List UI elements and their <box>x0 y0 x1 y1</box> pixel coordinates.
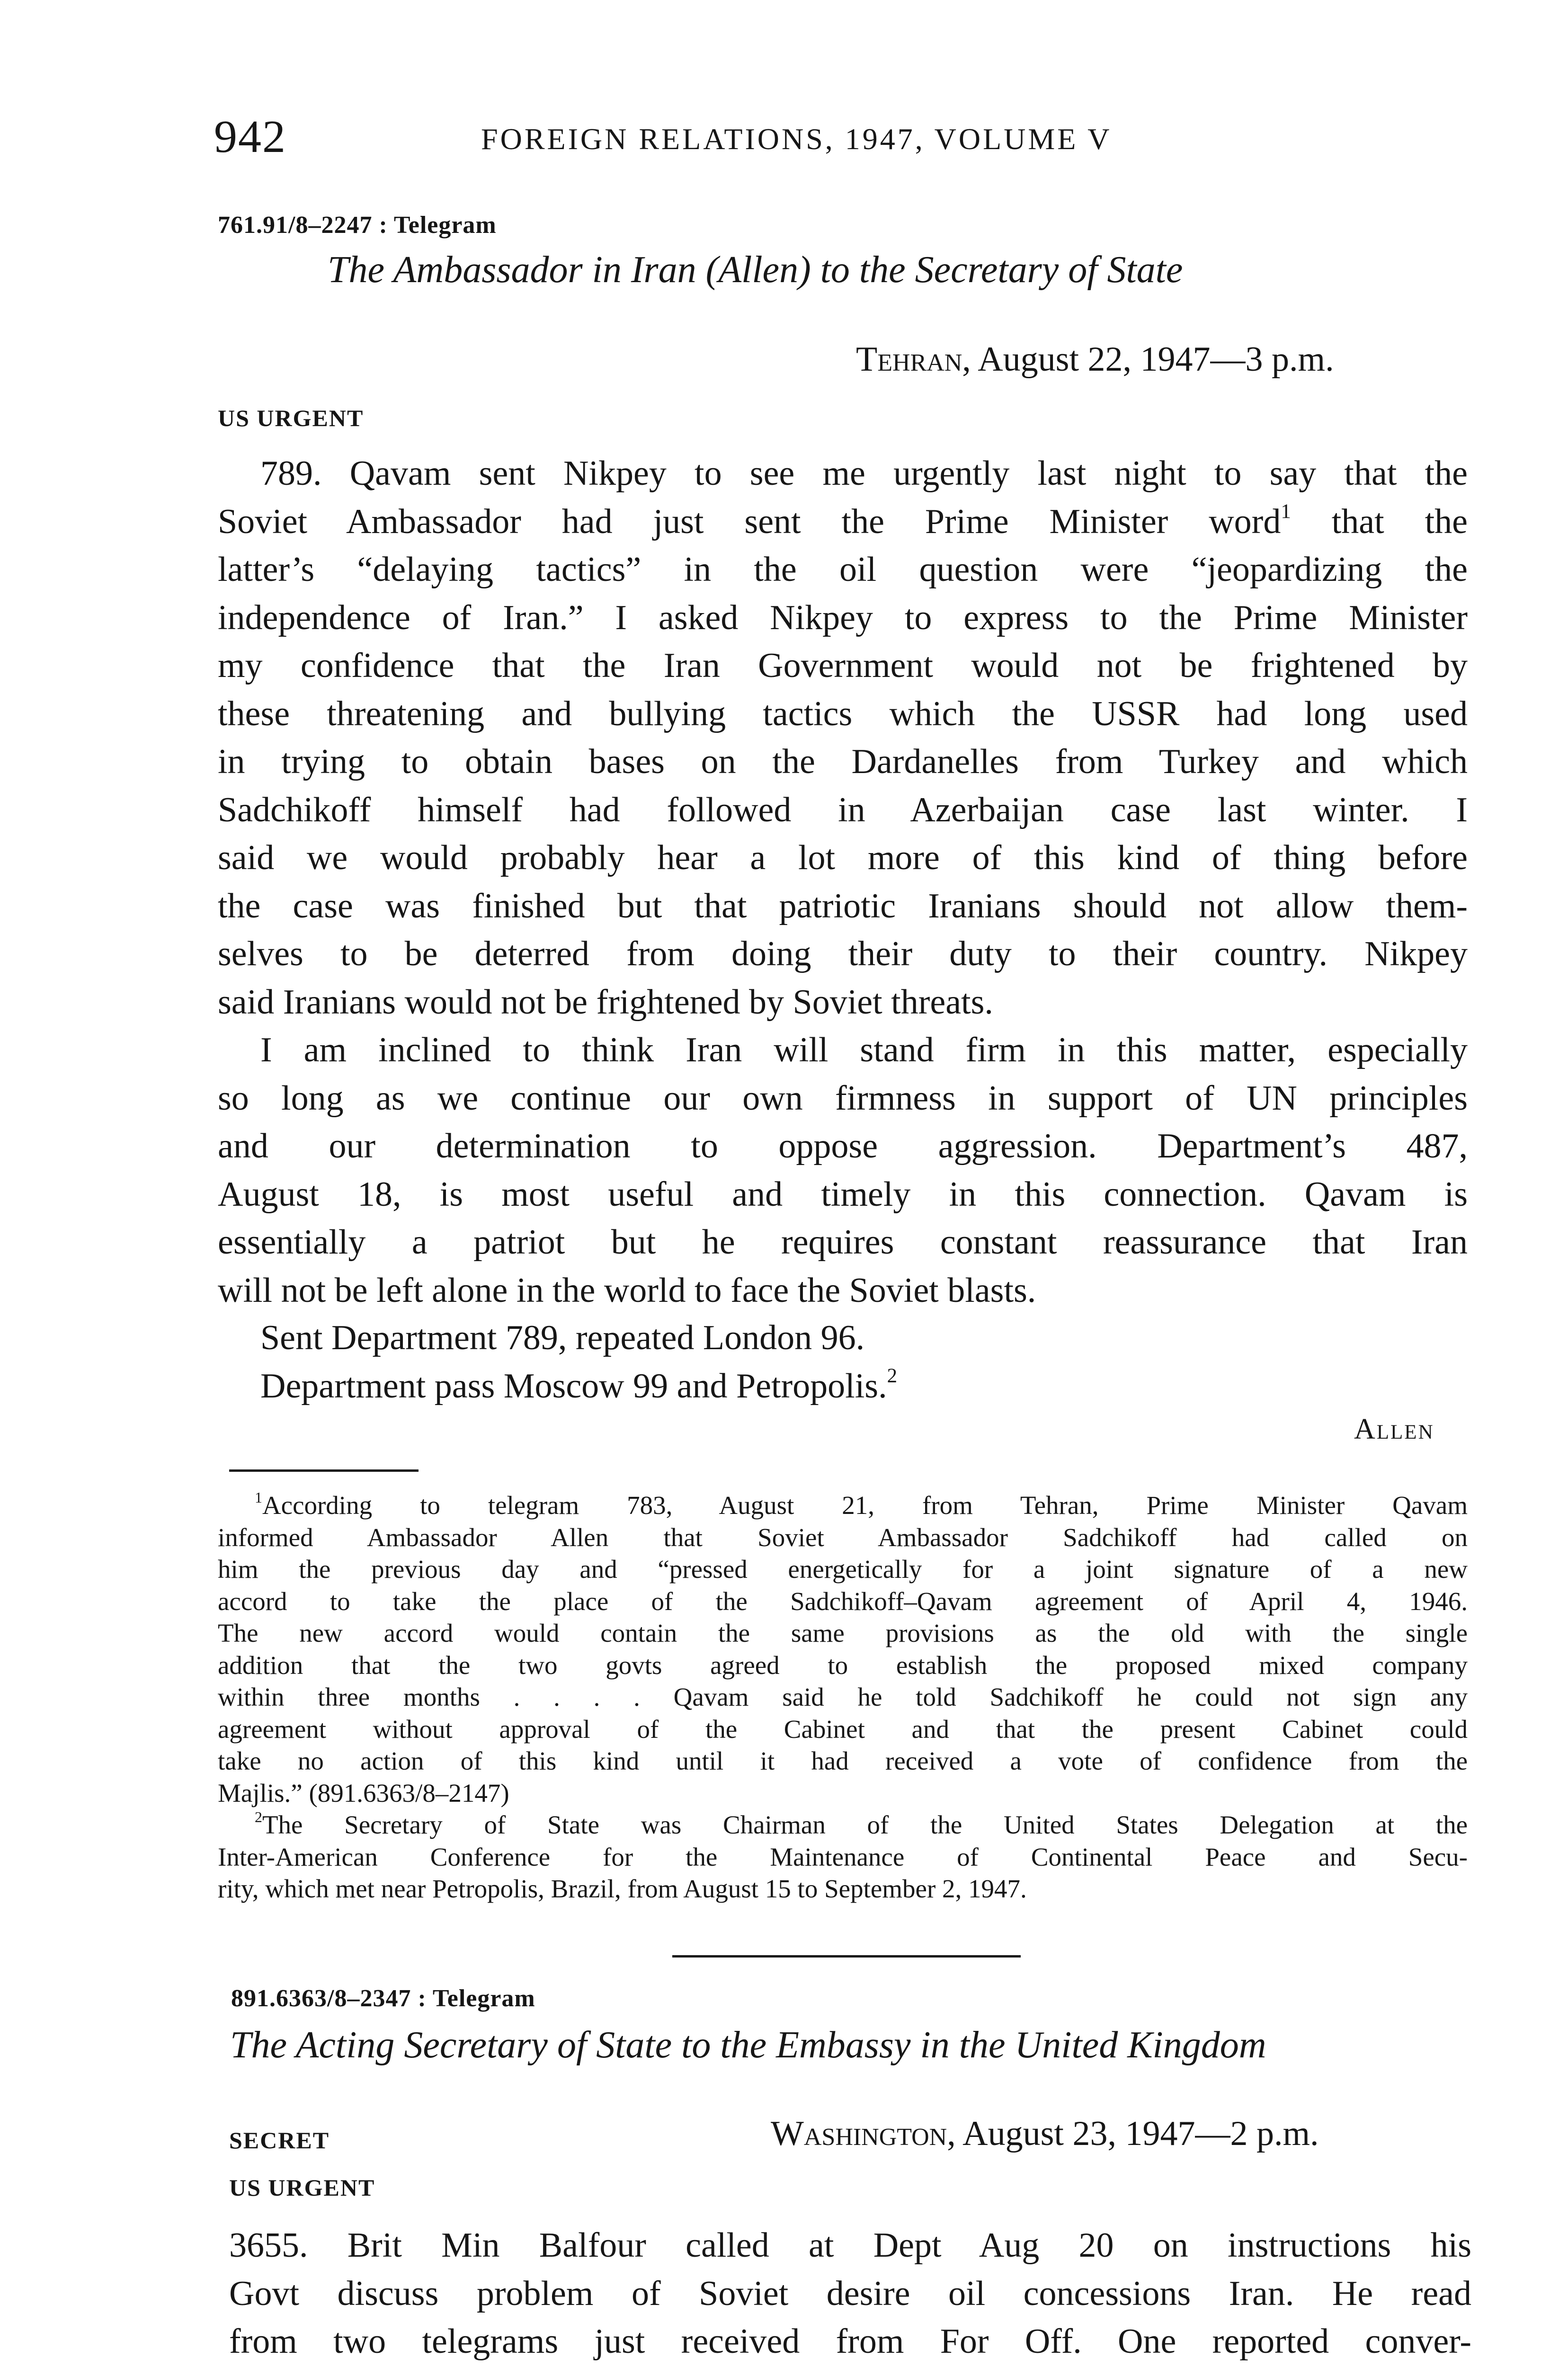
doc2-dateline-place: Washington, <box>771 2114 956 2153</box>
text-line: take no action of this kind until it had received a vote of confidence from the <box>218 1746 1468 1775</box>
text-line <box>218 1362 1468 1411</box>
text-line: rity, which met near Petropolis, Brazil, from August 15 to September 2, 1947. <box>218 1874 1027 1903</box>
text-segment: According to telegram 783, August 21, from Tehran, Prime Minister Qavam <box>262 1491 1468 1520</box>
page-number: 942 <box>214 111 286 162</box>
text-line: said we would probably hear a lot more of this kind of thing before <box>218 838 1468 877</box>
doc1-file-id: 761.91/8–2247 : Telegram <box>218 212 497 239</box>
footnote-separator <box>229 1469 419 1472</box>
text-line: Inter-American Conference for the Maintenance of Continental Peace and Secu- <box>218 1842 1468 1871</box>
text-line: these threatening and bullying tactics which the USSR had long used <box>218 694 1468 733</box>
text-line: and our determination to oppose aggression. Department’s 487, <box>218 1127 1468 1166</box>
text-line: will not be left alone in the world to face the Soviet blasts. <box>218 1271 1036 1310</box>
text-segment: Department pass Moscow 99 and Petropolis. <box>260 1367 887 1406</box>
text-line: within three months . . . . Qavam said he told Sadchikoff he could not sign any <box>218 1682 1468 1711</box>
doc2-urgency: US URGENT <box>229 2174 375 2201</box>
doc1-signature: Allen <box>1354 1413 1434 1445</box>
text-line: 3655. Brit Min Balfour called at Dept Aug 20 on instructions his <box>229 2226 1471 2265</box>
text-line: The new accord would contain the same provisions as the old with the single <box>218 1619 1468 1647</box>
text-line: essentially a patriot but he requires constant reassurance that Iran <box>218 1223 1468 1262</box>
footnote-ref-1: 1 <box>1281 500 1291 523</box>
text-line <box>218 498 1468 546</box>
text-segment: that the <box>1331 502 1468 541</box>
footnote-1-marker: 1 <box>255 1489 262 1506</box>
text-segment: Soviet Ambassador had just sent the Prime Minister word <box>218 502 1281 541</box>
doc1-dateline-date: August 22, 1947—3 p.m. <box>978 340 1334 379</box>
text-line: agreement without approval of the Cabinet and that the present Cabinet could <box>218 1714 1468 1744</box>
doc1-paragraph-2 <box>218 1026 1468 1315</box>
doc2-file-id: 891.6363/8–2347 : Telegram <box>231 1985 535 2012</box>
running-title: FOREIGN RELATIONS, 1947, VOLUME V <box>481 122 1112 156</box>
text-segment: The Secretary of State was Chairman of the United States Delegation at the <box>262 1810 1468 1839</box>
text-line: selves to be deterred from doing their duty to their country. Nikpey <box>218 934 1468 973</box>
text-line <box>218 1489 1468 1522</box>
doc1-title: The Ambassador in Iran (Allen) to the Secretary of State <box>328 249 1183 291</box>
text-line: in trying to obtain bases on the Dardanelles from Turkey and which <box>218 742 1468 781</box>
doc2-paragraph-1 <box>229 2222 1471 2366</box>
doc2-dateline <box>771 2116 1319 2151</box>
text-line: addition that the two govts agreed to establish the proposed mixed company <box>218 1650 1468 1680</box>
text-line: independence of Iran.” I asked Nikpey to express to the Prime Minister <box>218 598 1468 637</box>
text-line: August 18, is most useful and timely in this connection. Qavam is <box>218 1175 1468 1214</box>
text-line: said Iranians would not be frightened by Soviet threats. <box>218 982 993 1022</box>
text-line: accord to take the place of the Sadchikoff–Qavam agreement of April 4, 1946. <box>218 1586 1468 1616</box>
doc2-title: The Acting Secretary of State to the Embassy in the United Kingdom <box>230 2024 1266 2066</box>
text-line: 789. Qavam sent Nikpey to see me urgently last night to say that the <box>260 454 1468 493</box>
text-line: I am inclined to think Iran will stand firm in this matter, especially <box>260 1031 1468 1069</box>
text-line: latter’s “delaying tactics” in the oil question were “jeopardizing the <box>218 550 1468 589</box>
text-line: Sadchikoff himself had followed in Azerbaijan case last winter. I <box>218 790 1468 829</box>
footnote-ref-2: 2 <box>887 1364 898 1387</box>
doc2-classification: SECRET <box>229 2127 330 2153</box>
doc1-dateline-place: Tehran, <box>856 340 971 379</box>
text-line: my confidence that the Iran Government would not be frightened by <box>218 646 1468 685</box>
text-line: him the previous day and “pressed energetically for a joint signature of a new <box>218 1555 1468 1584</box>
text-line: from two telegrams just received from For Off. One reported conver- <box>229 2322 1471 2361</box>
doc1-paragraph-1 <box>218 450 1468 1026</box>
text-line <box>218 1809 1468 1841</box>
text-line: the case was finished but that patriotic Iranians should not allow them- <box>218 886 1468 925</box>
text-line: so long as we continue our own firmness in support of UN principles <box>218 1078 1468 1118</box>
footnote-1 <box>218 1489 1468 1809</box>
section-divider <box>672 1955 1021 1958</box>
doc1-paragraph-3 <box>218 1314 1468 1362</box>
footnote-2 <box>218 1809 1468 1905</box>
doc1-classification: US URGENT <box>218 405 364 431</box>
text-line: Sent Department 789, repeated London 96. <box>260 1318 865 1357</box>
text-line: informed Ambassador Allen that Soviet Ambassador Sadchikoff had called on <box>218 1522 1468 1552</box>
footnote-2-marker: 2 <box>255 1809 262 1826</box>
doc2-dateline-date: August 23, 1947—2 p.m. <box>962 2114 1319 2153</box>
doc1-paragraph-4 <box>218 1362 1468 1411</box>
text-line: Govt discuss problem of Soviet desire oil concessions Iran. He read <box>229 2274 1471 2313</box>
text-line: Majlis.” (891.6363/8–2147) <box>218 1778 509 1807</box>
doc1-dateline <box>856 342 1334 377</box>
